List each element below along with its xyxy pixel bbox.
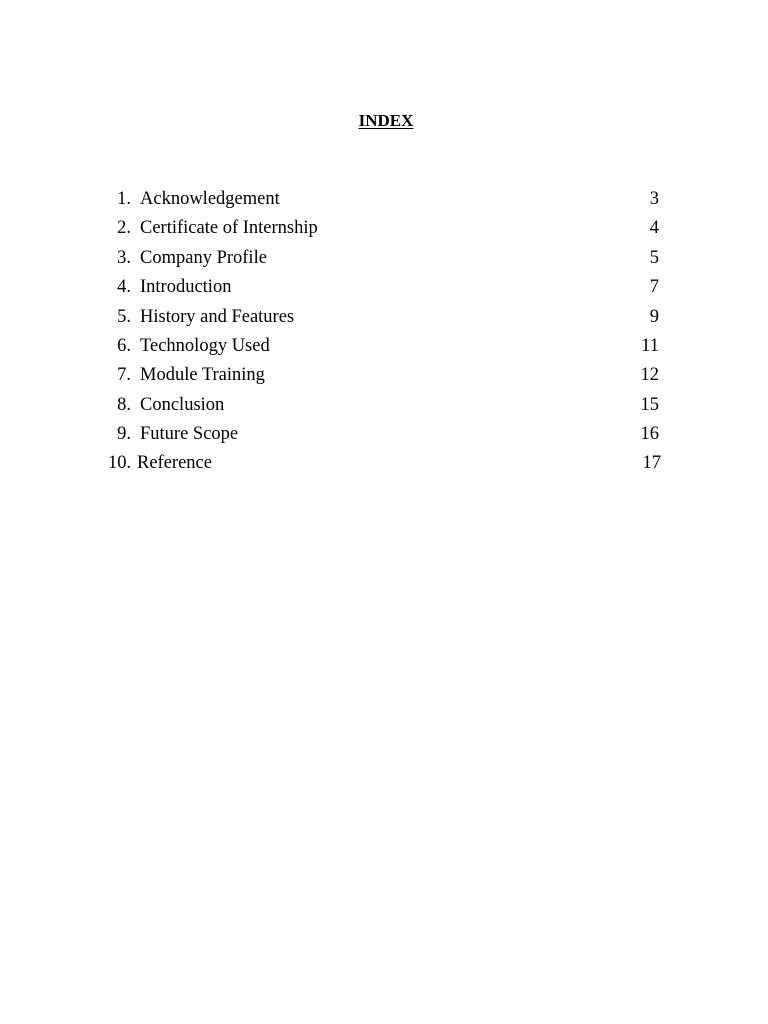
toc-entry-label: Conclusion <box>140 394 225 415</box>
toc-entry-number: 8. <box>117 394 131 415</box>
toc-entry-page: 11 <box>641 335 659 356</box>
index-title: INDEX <box>358 111 414 130</box>
toc-entry-number: 10. <box>108 452 132 473</box>
toc-entry <box>0 273 768 302</box>
toc-entry-page: 16 <box>640 424 659 445</box>
toc-entry <box>0 332 768 361</box>
toc-entry-label: Certificate of Internship <box>140 218 318 239</box>
toc-entry-label: Future Scope <box>140 424 239 445</box>
toc-entry-number: 1. <box>117 189 131 209</box>
toc-entry <box>0 361 768 390</box>
toc-entry-number: 4. <box>117 277 131 298</box>
toc-entry-label: History and Features <box>140 306 295 327</box>
toc-entry <box>0 244 768 273</box>
toc-entry <box>0 391 768 420</box>
toc-entry <box>0 420 768 449</box>
toc-entry-page: 9 <box>649 306 659 327</box>
toc-entry-label: Module Training <box>140 365 265 386</box>
toc-entry <box>0 450 768 477</box>
toc-entry <box>0 185 768 214</box>
toc-entry-page: 17 <box>642 452 661 473</box>
toc-entry-number: 9. <box>117 424 131 445</box>
toc-entry-label: Company Profile <box>140 247 267 268</box>
toc-entry-page: 5 <box>649 247 659 268</box>
toc-entry-page: 4 <box>649 218 659 239</box>
table-of-contents <box>0 185 768 477</box>
toc-entry-label: Reference <box>137 452 212 473</box>
toc-entry <box>0 214 768 243</box>
toc-entry-label: Technology Used <box>140 335 270 356</box>
toc-entry-number: 7. <box>117 365 131 386</box>
toc-entry-page: 7 <box>649 277 659 298</box>
toc-entry-page: 3 <box>649 189 659 209</box>
toc-entry-number: 2. <box>117 218 131 239</box>
toc-entry-page: 15 <box>640 394 659 415</box>
toc-entry-number: 6. <box>117 335 131 356</box>
toc-entry <box>0 303 768 332</box>
toc-entry-page: 12 <box>640 365 659 386</box>
toc-entry-number: 5. <box>117 306 131 327</box>
toc-entry-label: Acknowledgement <box>140 189 280 209</box>
toc-entry-number: 3. <box>117 247 131 268</box>
toc-entry-label: Introduction <box>140 277 232 298</box>
